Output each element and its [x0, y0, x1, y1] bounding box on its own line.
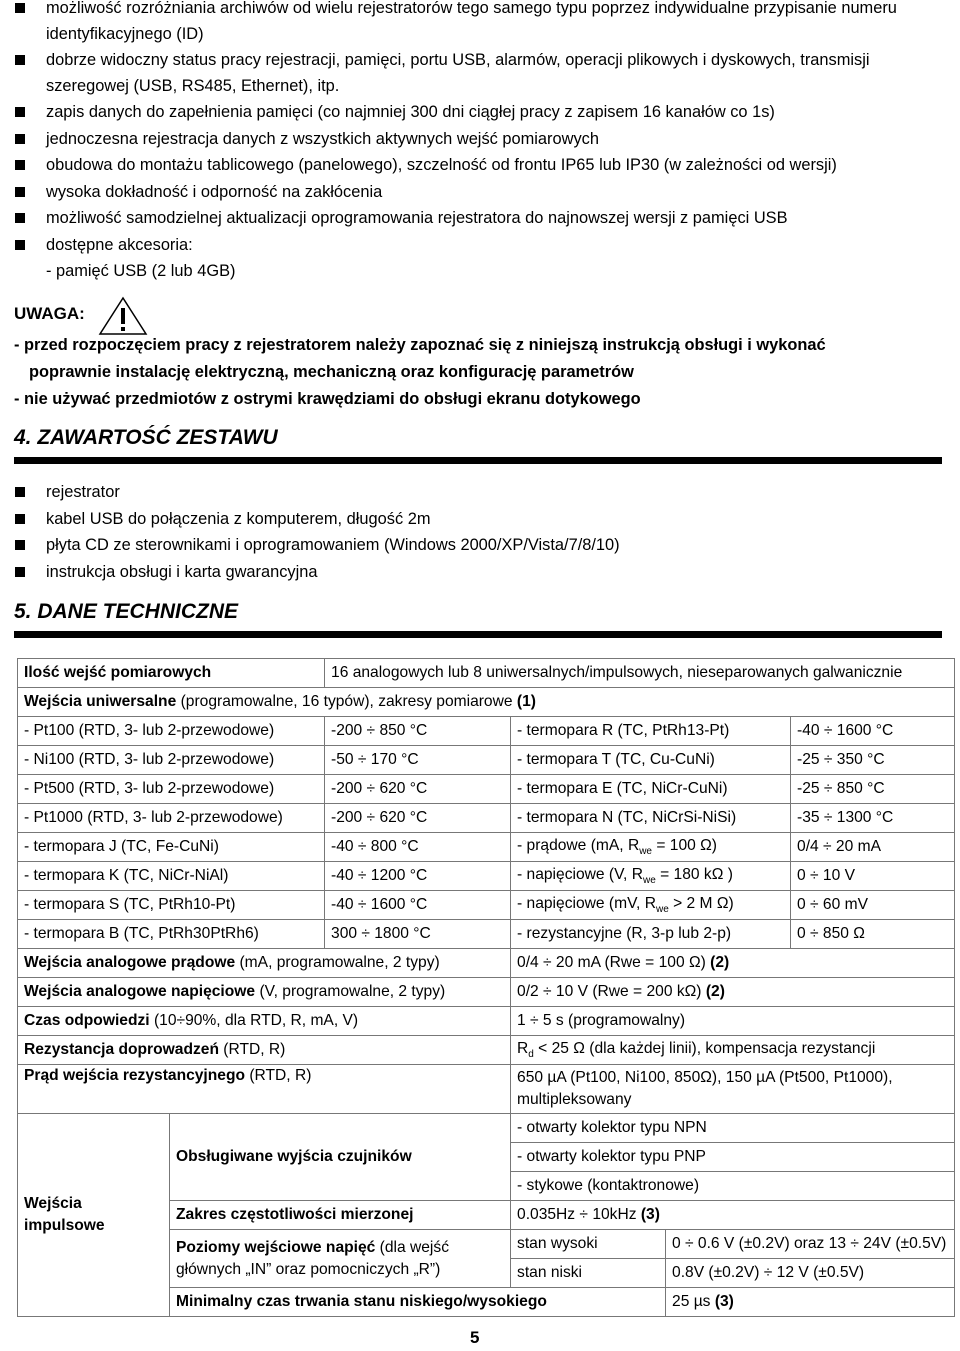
table-cell: Wejścia uniwersalne (programowalne, 16 typów), zakresy pomiarowe (1): [18, 688, 955, 717]
table-cell: - rezystancyjne (R, 3-p lub 2-p): [511, 920, 791, 949]
table-cell: - termopara R (TC, PtRh13-Pt): [511, 717, 791, 746]
table-cell: 16 analogowych lub 8 uniwersalnych/impulsowych, nieseparowanych galwanicznie: [325, 659, 955, 688]
bullet-square-icon: [15, 567, 25, 577]
table-cell: Wejścia analogowe prądowe (mA, programowalne, 2 typy): [18, 949, 511, 978]
table-cell: 0 ÷ 10 V: [791, 862, 955, 891]
features-list: [14, 0, 944, 285]
list-item: instrukcja obsługi i karta gwarancyjna: [14, 559, 944, 586]
table-cell: Obsługiwane wyjścia czujników: [170, 1114, 511, 1201]
bullet-square-icon: [15, 213, 25, 223]
table-cell: 0 ÷ 60 mV: [791, 891, 955, 920]
table-row: [18, 775, 955, 804]
table-cell: 0.8V (±0.2V) ÷ 12 V (±0.5V): [666, 1259, 955, 1288]
list-item: możliwość samodzielnej aktualizacji oprogramowania rejestratora do najnowszej wersji z pamięci USB: [14, 205, 944, 232]
table-cell: Rezystancja doprowadzeń (RTD, R): [18, 1036, 511, 1065]
table-cell: 0/4 ÷ 20 mA: [791, 833, 955, 862]
kit-list: [14, 479, 944, 585]
table-cell: 1 ÷ 5 s (programowalny): [511, 1007, 955, 1036]
table-cell: 0.035Hz ÷ 10kHz (3): [511, 1201, 955, 1230]
table-cell: 0/4 ÷ 20 mA (Rwe = 100 Ω) (2): [511, 949, 955, 978]
table-cell: 650 µA (Pt100, Ni100, 850Ω), 150 µA (Pt500, Pt1000), multipleksowany: [511, 1065, 955, 1114]
table-cell: $R_d < 25$ Ω (dla każdej linii), kompensacja rezystancji: [511, 1036, 955, 1065]
table-row: [18, 891, 955, 920]
table-cell: Wejścia impulsowe: [18, 1114, 170, 1317]
table-cell: Czas odpowiedzi (10÷90%, dla RTD, R, mA, V): [18, 1007, 511, 1036]
bullet-square-icon: [15, 540, 25, 550]
table-row: [18, 717, 955, 746]
list-item: płyta CD ze sterownikami i oprogramowaniem (Windows 2000/XP/Vista/7/8/10): [14, 532, 944, 559]
table-cell: - termopara B (TC, PtRh30PtRh6): [18, 920, 325, 949]
section-divider: [14, 457, 942, 464]
table-cell: Wejścia analogowe napięciowe (V, programowalne, 2 typy): [18, 978, 511, 1007]
table-cell: Minimalny czas trwania stanu niskiego/wysokiego: [170, 1288, 666, 1317]
warning-line: - nie używać przedmiotów z ostrymi krawędziami do obsługi ekranu dotykowego: [14, 390, 641, 408]
list-item: dobrze widoczny status pracy rejestracji, pamięci, portu USB, alarmów, operacji plikowych i dyskowych, transmisji szeregowej (USB, RS485, Ethernet), itp.: [14, 47, 944, 99]
table-row: [18, 1114, 955, 1143]
table-row: [18, 833, 955, 862]
table-cell: - termopara J (TC, Fe-CuNi): [18, 833, 325, 862]
table-cell: - termopara S (TC, PtRh10-Pt): [18, 891, 325, 920]
bullet-square-icon: [15, 160, 25, 170]
table-row: [18, 862, 955, 891]
table-cell: - napięciowe (mV, $R_{we} > 2$ M Ω): [511, 891, 791, 920]
table-cell: 0/2 ÷ 10 V (Rwe = 200 kΩ) (2): [511, 978, 955, 1007]
table-cell: Ilość wejść pomiarowych: [18, 659, 325, 688]
table-cell: -50 ÷ 170 °C: [325, 746, 511, 775]
bullet-square-icon: [15, 240, 25, 250]
list-item: zapis danych do zapełnienia pamięci (co najmniej 300 dni ciągłej pracy z zapisem 16 kanałów co 1s): [14, 99, 944, 126]
list-item: rejestrator: [14, 479, 944, 506]
table-row: [18, 1065, 955, 1114]
table-cell: - termopara E (TC, NiCr-CuNi): [511, 775, 791, 804]
warning-triangle-icon: [98, 296, 148, 336]
table-cell: -40 ÷ 800 °C: [325, 833, 511, 862]
table-cell: -40 ÷ 1600 °C: [791, 717, 955, 746]
table-row: [18, 920, 955, 949]
bullet-square-icon: [15, 514, 25, 524]
table-cell: - prądowe (mA, $R_{we} = 100$ Ω): [511, 833, 791, 862]
table-cell: - stykowe (kontaktronowe): [511, 1172, 955, 1201]
list-item: dostępne akcesoria:: [14, 232, 944, 259]
warning-heading: UWAGA:: [14, 304, 85, 323]
bullet-square-icon: [15, 3, 25, 13]
table-row: [18, 746, 955, 775]
warning-line: - przed rozpoczęciem pracy z rejestratorem należy zapoznać się z niniejszą instrukcją obsługi i wykonać: [14, 336, 826, 354]
warning-text: [14, 332, 826, 413]
list-item: możliwość rozróżniania archiwów od wielu rejestratorów tego samego typu poprzez indywidualne przypisanie numeru identyfikacyjnego (ID): [14, 0, 944, 47]
table-cell: Poziomy wejściowe napięć (dla wejść głównych „IN” oraz pomocniczych „R”): [170, 1230, 511, 1288]
bullet-square-icon: [15, 487, 25, 497]
table-cell: Prąd wejścia rezystancyjnego (RTD, R): [18, 1065, 511, 1114]
list-item: kabel USB do połączenia z komputerem, długość 2m: [14, 506, 944, 533]
table-cell: - Pt1000 (RTD, 3- lub 2-przewodowe): [18, 804, 325, 833]
table-cell: 300 ÷ 1800 °C: [325, 920, 511, 949]
bullet-square-icon: [15, 187, 25, 197]
table-cell: -200 ÷ 620 °C: [325, 775, 511, 804]
table-row: [18, 659, 955, 688]
table-row: [18, 804, 955, 833]
table-cell: -25 ÷ 350 °C: [791, 746, 955, 775]
warning-line: poprawnie instalację elektryczną, mechaniczną oraz konfigurację parametrów: [29, 363, 634, 381]
list-item: jednoczesna rejestracja danych z wszystkich aktywnych wejść pomiarowych: [14, 126, 944, 153]
table-cell: -25 ÷ 850 °C: [791, 775, 955, 804]
section-title: 4. ZAWARTOŚĆ ZESTAWU: [14, 426, 278, 449]
table-row: [18, 978, 955, 1007]
table-cell: - otwarty kolektor typu PNP: [511, 1143, 955, 1172]
section-divider: [14, 631, 942, 638]
table-cell: -200 ÷ 850 °C: [325, 717, 511, 746]
table-row: [18, 1036, 955, 1065]
table-row: [18, 688, 955, 717]
table-cell: 25 µs (3): [666, 1288, 955, 1317]
list-item: wysoka dokładność i odporność na zakłócenia: [14, 179, 944, 206]
table-cell: 0 ÷ 850 Ω: [791, 920, 955, 949]
accessory-item: - pamięć USB (2 lub 4GB): [46, 262, 236, 280]
bullet-square-icon: [15, 107, 25, 117]
table-cell: - termopara N (TC, NiCrSi-NiSi): [511, 804, 791, 833]
table-cell: - termopara T (TC, Cu-CuNi): [511, 746, 791, 775]
table-cell: - Pt100 (RTD, 3- lub 2-przewodowe): [18, 717, 325, 746]
table-cell: -35 ÷ 1300 °C: [791, 804, 955, 833]
table-cell: -200 ÷ 620 °C: [325, 804, 511, 833]
table-row: [18, 949, 955, 978]
table-cell: - Pt500 (RTD, 3- lub 2-przewodowe): [18, 775, 325, 804]
table-cell: - napięciowe (V, $R_{we} = 180$ kΩ ): [511, 862, 791, 891]
list-item: obudowa do montażu tablicowego (panelowego), szczelność od frontu IP65 lub IP30 (w zależności od wersji): [14, 152, 944, 179]
table-cell: -40 ÷ 1600 °C: [325, 891, 511, 920]
table-cell: - otwarty kolektor typu NPN: [511, 1114, 955, 1143]
bullet-square-icon: [15, 55, 25, 65]
table-cell: stan niski: [511, 1259, 666, 1288]
section-title: 5. DANE TECHNICZNE: [14, 600, 239, 623]
table-cell: 0 ÷ 0.6 V (±0.2V) oraz 13 ÷ 24V (±0.5V): [666, 1230, 955, 1259]
page-number: 5: [470, 1328, 480, 1347]
table-cell: stan wysoki: [511, 1230, 666, 1259]
table-cell: - Ni100 (RTD, 3- lub 2-przewodowe): [18, 746, 325, 775]
table-cell: Zakres częstotliwości mierzonej: [170, 1201, 511, 1230]
bullet-square-icon: [15, 134, 25, 144]
table-row: [18, 1007, 955, 1036]
table-cell: -40 ÷ 1200 °C: [325, 862, 511, 891]
technical-data-table: [17, 658, 955, 1317]
table-cell: - termopara K (TC, NiCr-NiAl): [18, 862, 325, 891]
